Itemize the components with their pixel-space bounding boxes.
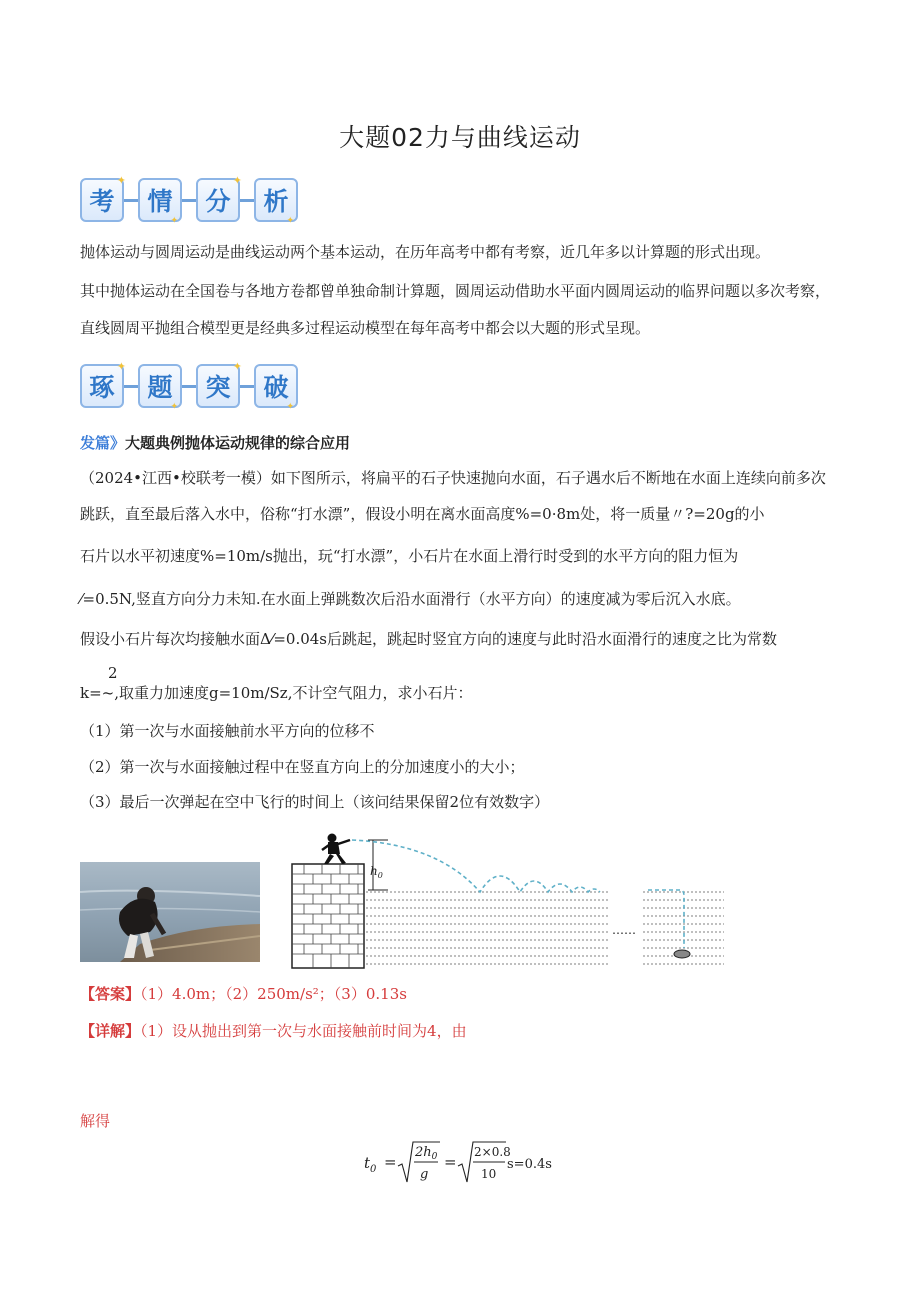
equals-sign-2: = [444,1153,457,1171]
stone-final-path [648,890,684,948]
banner-char: 析 [263,187,289,216]
detail-bracket: 【详解】 [80,1022,141,1040]
stone-trajectory [352,840,600,892]
detail-line [80,1020,467,1041]
banner-tile [138,364,182,412]
water-surface [366,892,724,964]
problem-line: ⁄=0.5N,竖直方向分力未知.在水面上弹跳数次后沿水面滑行（水平方向）的速度减为零后沉入水底。 [80,590,741,608]
star-icon: ✦ [170,402,178,412]
question-3: （3）最后一次弹起在空中飞行的时间上（该问结果保留2位有效数字） [80,793,550,811]
detail-text: （1）设从抛出到第一次与水面接触前时间为4，由 [140,1022,467,1040]
banner-char: 琢 [89,373,115,402]
ellipsis-mark: …… [612,923,636,937]
banner-char: 分 [205,187,231,216]
solve-label: 解得 [80,1112,111,1130]
intro-line: 其中抛体运动在全国卷与各地方卷都曾单独命制计算题，圆周运动借助水平面内圆周运动的临界问题以多次考察， [80,282,831,300]
frac2-numerator: 2×0.8 [474,1145,511,1159]
problem-line: 跳跃，直至最后落入水中，俗称“打水漂”，假设小明在离水面高度%=0·8m处，将一质量〃?=20g的小 [80,505,765,523]
page-title: 大题02力与曲线运动 [339,123,581,152]
banner-tile [196,360,242,408]
banner-tile [80,174,126,222]
banner-char: 破 [263,373,289,402]
formula-result: s=0.4s [507,1157,552,1172]
star-icon: ✦ [170,216,178,226]
equals-sign: = [384,1153,397,1171]
question-1: （1）第一次与水面接触前水平方向的位移不 [80,722,375,740]
problem-line: 石片以水平初速度%=10m∕s抛出，玩“打水漂”，小石片在水面上滑行时受到的水平方向的阻力恒为 [80,547,739,565]
intro-line: 直线圆周平抛组合模型更是经典多过程运动模型在每年高考中都会以大题的形式呈现。 [80,319,651,337]
problem-line: （2024•江西•校联考一模）如下图所示，将扁平的石子快速抛向水面，石子遇水后不断地在水面上连续向前多次 [80,469,826,487]
star-icon: ✦ [116,174,126,187]
question-2: （2）第一次与水面接触过程中在竖直方向上的分加速度小的大小； [80,758,525,776]
answer-text: （1）4.0m；（2）250m∕s²；（3）0.13s [140,985,407,1003]
stone-icon [674,950,690,958]
k-superscript: 2 [108,664,118,682]
frac1-numerator: $2h_0$ [415,1145,438,1162]
skipping-stone-diagram [288,830,728,970]
banner-divider [182,199,196,202]
banner-tile [254,364,298,412]
banner-divider [124,199,138,202]
banner-char: 突 [205,373,231,402]
banner-breakthrough [80,361,298,411]
problem-line: 假设小石片每次均接触水面Δ⁄=0.04s后跳起，跳起时竖宜方向的速度与此时沿水面滑行的速度之比为常数 [80,630,778,648]
banner-divider [124,385,138,388]
banner-tile [196,174,242,222]
star-icon: ✦ [286,402,294,412]
banner-char: 题 [147,373,173,402]
stone-skipping-photo [80,862,260,962]
frac2-denominator: 10 [481,1167,497,1181]
formula-lhs: $t_0$ [364,1154,377,1175]
section-title: 大题典例抛体运动规律的综合应用 [125,434,351,452]
banner-divider [240,385,254,388]
banner-analysis [80,175,298,225]
brick-wall [292,864,364,968]
star-icon: ✦ [232,360,242,373]
star-icon: ✦ [116,360,126,373]
star-icon: ✦ [286,216,294,226]
frac1-denominator: g [420,1167,429,1182]
banner-char: 情 [147,187,173,216]
section-tag: 发篇》 [80,434,126,452]
banner-char: 考 [89,187,115,216]
answer-bracket: 【答案】 [80,985,141,1003]
intro-line: 抛体运动与圆周运动是曲线运动两个基本运动，在历年高考中都有考察，近几年多以计算题的形式出现。 [80,243,771,261]
thrower-figure [322,834,350,865]
time-formula [360,1138,560,1188]
banner-tile [80,360,126,408]
k-line: k=~,取重力加速度g=10m∕Sz,不计空气阻力，求小石片： [80,684,473,702]
banner-divider [240,199,254,202]
height-label: $h_0$ [370,864,383,880]
banner-tile [254,178,298,226]
answer-line [80,983,407,1004]
section-heading [80,432,350,453]
star-icon: ✦ [232,174,242,187]
banner-divider [182,385,196,388]
banner-tile [138,178,182,226]
